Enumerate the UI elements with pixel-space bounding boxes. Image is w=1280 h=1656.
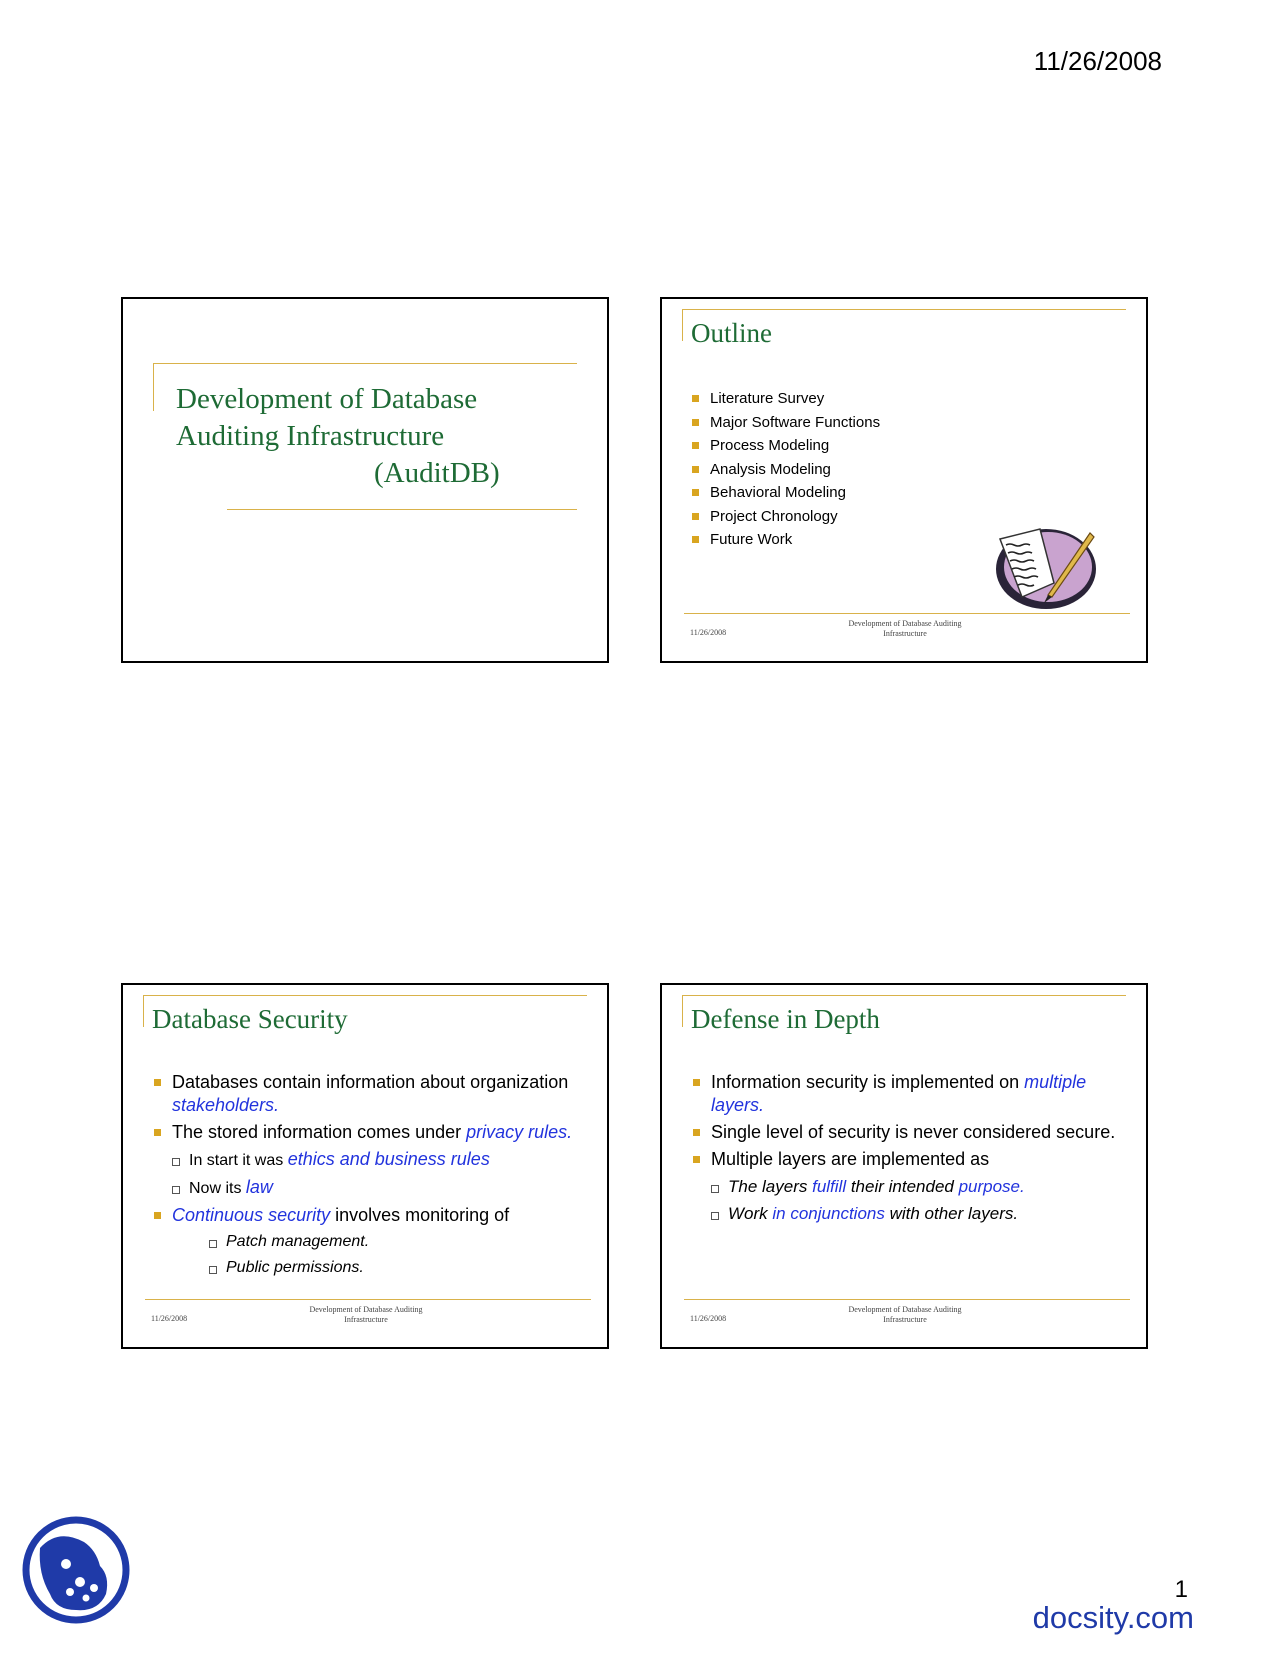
list-item: Public permissions. <box>154 1256 584 1279</box>
docsity-brand-link[interactable]: docsity.com <box>1032 1600 1194 1635</box>
page-date: 11/26/2008 <box>1033 46 1162 76</box>
slide-outline <box>660 297 1148 663</box>
list-item: Databases contain information about organization stakeholders. <box>154 1071 584 1117</box>
list-item: Project Chronology <box>692 505 880 529</box>
list-item: The layers fulfill their intended purpose. <box>693 1175 1123 1198</box>
title-line-3: (AuditDB) <box>374 457 500 489</box>
outline-list <box>692 387 880 552</box>
list-item: Literature Survey <box>692 387 880 411</box>
slide-footer-date: 11/26/2008 <box>690 628 727 637</box>
list-item: Analysis Modeling <box>692 458 880 482</box>
slide-heading: Outline <box>691 318 772 348</box>
list-item: The stored information comes under privacy rules. <box>154 1121 584 1144</box>
list-item: Major Software Functions <box>692 411 880 435</box>
list-item: Future Work <box>692 528 880 552</box>
slide-heading: Defense in Depth <box>691 1004 880 1034</box>
slide-footer-date: 11/26/2008 <box>151 1314 188 1323</box>
slide-footer-text: Development of Database Auditing Infrastructure <box>848 1305 962 1324</box>
title-line-2: Auditing Infrastructure <box>176 420 445 452</box>
slide-title <box>121 297 609 663</box>
page-number: 1 <box>1174 1576 1188 1603</box>
list-item: Work in conjunctions with other layers. <box>693 1202 1123 1225</box>
list-item: Information security is implemented on multiple layers. <box>693 1071 1123 1117</box>
slide-footer-text: Development of Database Auditing Infrastructure <box>848 619 962 638</box>
list-item: Multiple layers are implemented as <box>693 1148 1123 1171</box>
list-item: Behavioral Modeling <box>692 481 880 505</box>
docsity-logo-icon[interactable] <box>22 1514 130 1626</box>
slide-footer-text: Development of Database Auditing Infrastructure <box>309 1305 423 1324</box>
document-quill-icon <box>992 519 1106 613</box>
slide-database-security <box>121 983 609 1349</box>
list-item: Single level of security is never considered secure. <box>693 1121 1123 1144</box>
list-item: Now its law <box>154 1176 584 1200</box>
slide-footer-date: 11/26/2008 <box>690 1314 727 1323</box>
slide-heading: Database Security <box>152 1004 348 1034</box>
list-item: Continuous security involves monitoring of <box>154 1204 584 1227</box>
bullet-list <box>154 1071 584 1279</box>
list-item: Patch management. <box>154 1230 584 1253</box>
list-item: In start it was ethics and business rules <box>154 1148 584 1172</box>
title-line-1: Development of Database <box>176 383 478 415</box>
slide-defense-in-depth <box>660 983 1148 1349</box>
bullet-list <box>693 1071 1123 1225</box>
list-item: Process Modeling <box>692 434 880 458</box>
presentation-title <box>176 381 500 492</box>
